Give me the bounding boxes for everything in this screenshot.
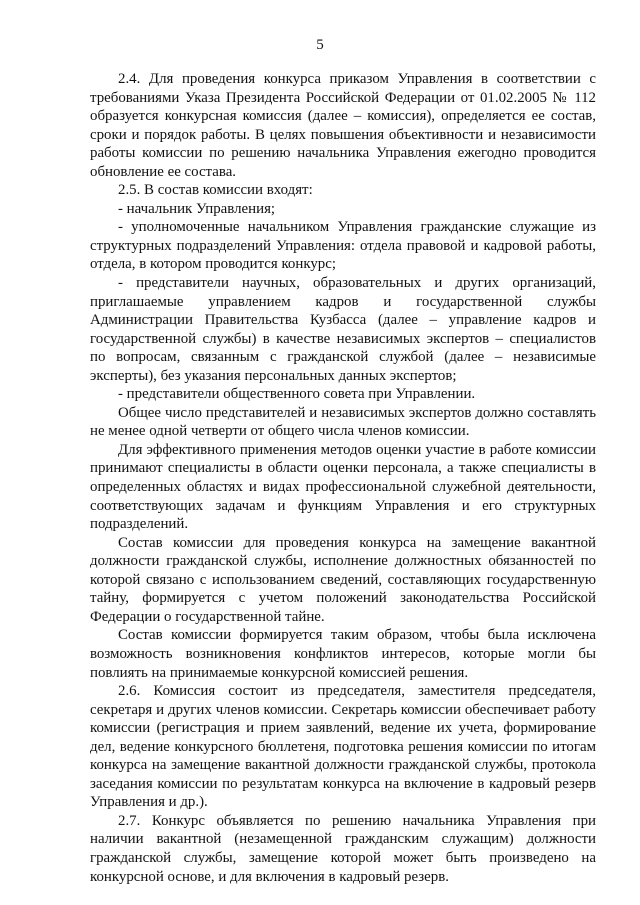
paragraph-2-4: 2.4. Для проведения конкурса приказом Управления в соответствии с требованиями Указа Президента Российской Федерации от 01.02.2005 № 112 образуется конкурсная комиссия (далее – комиссия), определяется ее состав, сроки и порядок работы. В целях повышения объективности и независимости работы комиссии по решению начальника Управления ежегодно проводится обновление ее состава. (90, 71, 596, 180)
list-item-head: - начальник Управления; (118, 200, 276, 217)
document-body (90, 70, 596, 886)
paragraph-2-7: 2.7. Конкурс объявляется по решению начальника Управления при наличии вакантной (незамещенной гражданским служащим) должности гражданской службы, замещение которой может быть произведено на конкурсной основе, и для включения в кадровый резерв. (90, 812, 596, 885)
paragraph-2-5: 2.5. В состав комиссии входят: (118, 182, 313, 199)
page-number: 5 (316, 37, 324, 53)
list-item-public-council: - представители общественного совета при Управлении. (118, 386, 476, 403)
paragraph-2-6: 2.6. Комиссия состоит из председателя, заместителя председателя, секретаря и других членов комиссии. Секретарь комиссии обеспечивает работу комиссии (регистрация и прием заявлений, ведение их учета, формирование дел, ведение конкурсного бюллетеня, подготовка решения комиссии по итогам конкурса на замещение вакантной должности гражданской службы, протокола заседания комиссии по результатам конкурса на включение в кадровый резерв Управления и др.). (90, 683, 596, 811)
paragraph-state-secret: Состав комиссии для проведения конкурса на замещение вакантной должности гражданской службы, исполнение должностных обязанностей по которой связано с использованием сведений, составляющих государственную тайну, формируется с учетом положений законодательства Российской Федерации о государственной тайне. (90, 534, 596, 625)
paragraph-conflict-of-interest: Состав комиссии формируется таким образом, чтобы была исключена возможность возникновения конфликтов интересов, которые могли бы повлиять на принимаемые конкурсной комиссией решения. (90, 627, 596, 681)
list-item-representatives: - представители научных, образовательных и других организаций, приглашаемые управлением кадров и государственной службы Администрации Правительства Кузбасса (далее – управление кадров и государственной службы) в качестве независимых экспертов – специалистов по вопросам, связанным с гражданской службой (далее – независимые эксперты), без указания персональных данных экспертов; (90, 275, 596, 384)
paragraph-quota: Общее число представителей и независимых экспертов должно составлять не менее одной четверти от общего числа членов комиссии. (90, 404, 596, 440)
paragraph-specialists: Для эффективного применения методов оценки участие в работе комиссии принимают специалисты в области оценки персонала, а также специалисты в определенных областях и видах профессиональной служебной деятельности, соответствующих задачам и функциям Управления и его структурных подразделений. (90, 441, 596, 533)
list-item-civil-servants: - уполномоченные начальником Управления гражданские служащие из структурных подразделений Управления: отдела правовой и кадровой работы, отдела, в котором проводится конкурс; (90, 219, 596, 273)
